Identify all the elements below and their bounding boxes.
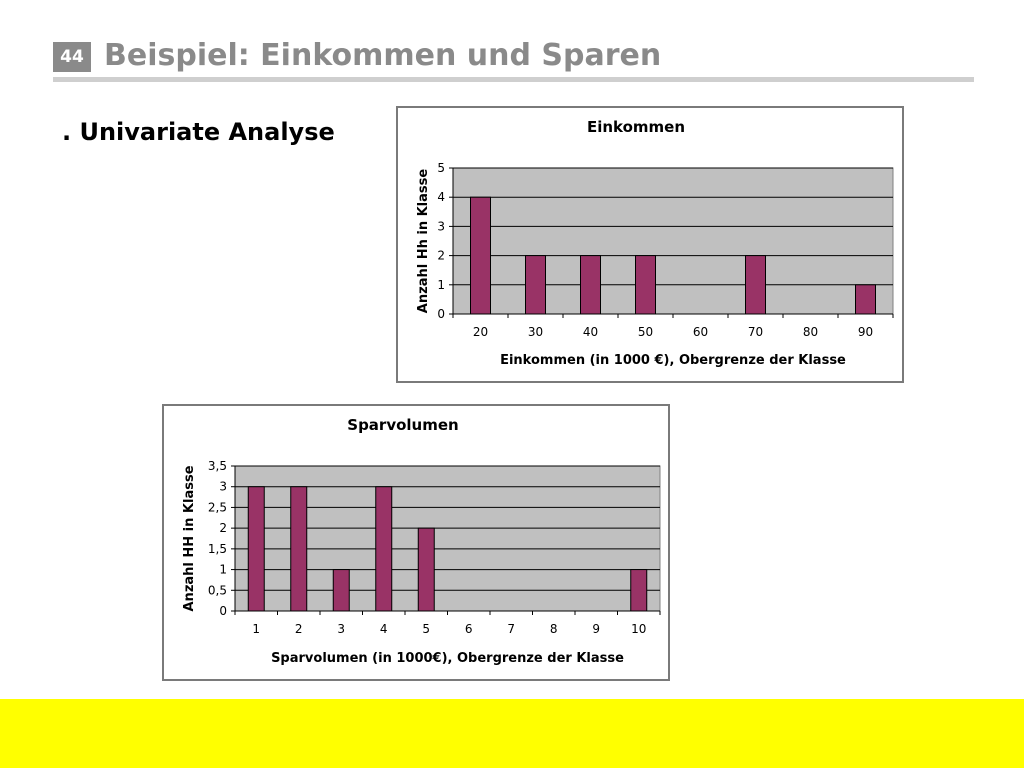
y-axis-label: Anzahl Hh in Klasse (416, 168, 431, 314)
x-tick-label: 90 (857, 325, 874, 339)
x-tick-label: 10 (631, 622, 647, 636)
income-chart (396, 106, 904, 383)
y-tick-label: 1 (437, 277, 445, 292)
x-tick-label: 50 (637, 325, 654, 339)
x-tick-label: 60 (692, 325, 709, 339)
x-axis-label: Einkommen (in 1000 €), Obergrenze der Klasse (500, 353, 846, 368)
title-divider (53, 77, 974, 82)
x-tick-label: 40 (582, 325, 599, 339)
x-tick-label: 70 (747, 325, 764, 339)
savings-chart-svg (164, 406, 668, 679)
y-tick-label: 2,5 (207, 500, 227, 515)
y-tick-label: 0 (437, 307, 445, 321)
bullet-univariate-analysis: . Univariate Analyse (62, 118, 335, 146)
x-tick-label: 5 (422, 622, 431, 636)
bar-10 (631, 570, 647, 611)
x-tick-label: 6 (464, 622, 473, 636)
y-tick-label: 3,5 (207, 459, 227, 473)
y-tick-label: 0,5 (207, 583, 227, 598)
bar-2 (291, 487, 307, 611)
x-tick-label: 4 (379, 622, 388, 636)
chart-title: Sparvolumen (347, 416, 459, 434)
x-tick-label: 1 (252, 622, 261, 636)
x-tick-label: 20 (472, 325, 489, 339)
y-tick-label: 2 (219, 521, 227, 536)
bar-4 (376, 487, 392, 611)
y-axis-label: Anzahl HH in Klasse (182, 465, 197, 612)
x-tick-label: 9 (592, 622, 601, 636)
plot-area (453, 168, 893, 314)
slide-number: 44 (53, 42, 91, 72)
bar-50 (636, 256, 656, 314)
bar-20 (471, 197, 491, 314)
x-tick-label: 7 (507, 622, 516, 636)
y-tick-label: 4 (437, 190, 445, 205)
bar-40 (581, 256, 601, 314)
income-chart-svg (398, 108, 902, 381)
savings-chart (162, 404, 670, 681)
footer-band (0, 699, 1024, 768)
y-tick-label: 1,5 (207, 541, 227, 556)
y-tick-label: 0 (219, 604, 227, 618)
y-tick-label: 2 (437, 248, 445, 263)
y-tick-label: 1 (219, 562, 227, 577)
y-tick-label: 5 (437, 161, 445, 175)
x-tick-label: 2 (294, 622, 303, 636)
bar-5 (418, 528, 434, 611)
y-tick-label: 3 (219, 479, 227, 494)
x-axis-label: Sparvolumen (in 1000€), Obergrenze der Klasse (271, 651, 624, 666)
x-tick-label: 8 (549, 622, 558, 636)
bar-30 (526, 256, 546, 314)
slide-title: Beispiel: Einkommen und Sparen (104, 38, 662, 73)
bar-70 (746, 256, 766, 314)
bar-3 (333, 570, 349, 611)
y-tick-label: 3 (437, 219, 445, 234)
bar-90 (856, 285, 876, 314)
chart-title: Einkommen (586, 118, 686, 136)
bar-1 (248, 487, 264, 611)
x-tick-label: 30 (527, 325, 544, 339)
x-tick-label: 80 (802, 325, 819, 339)
x-tick-label: 3 (337, 622, 346, 636)
